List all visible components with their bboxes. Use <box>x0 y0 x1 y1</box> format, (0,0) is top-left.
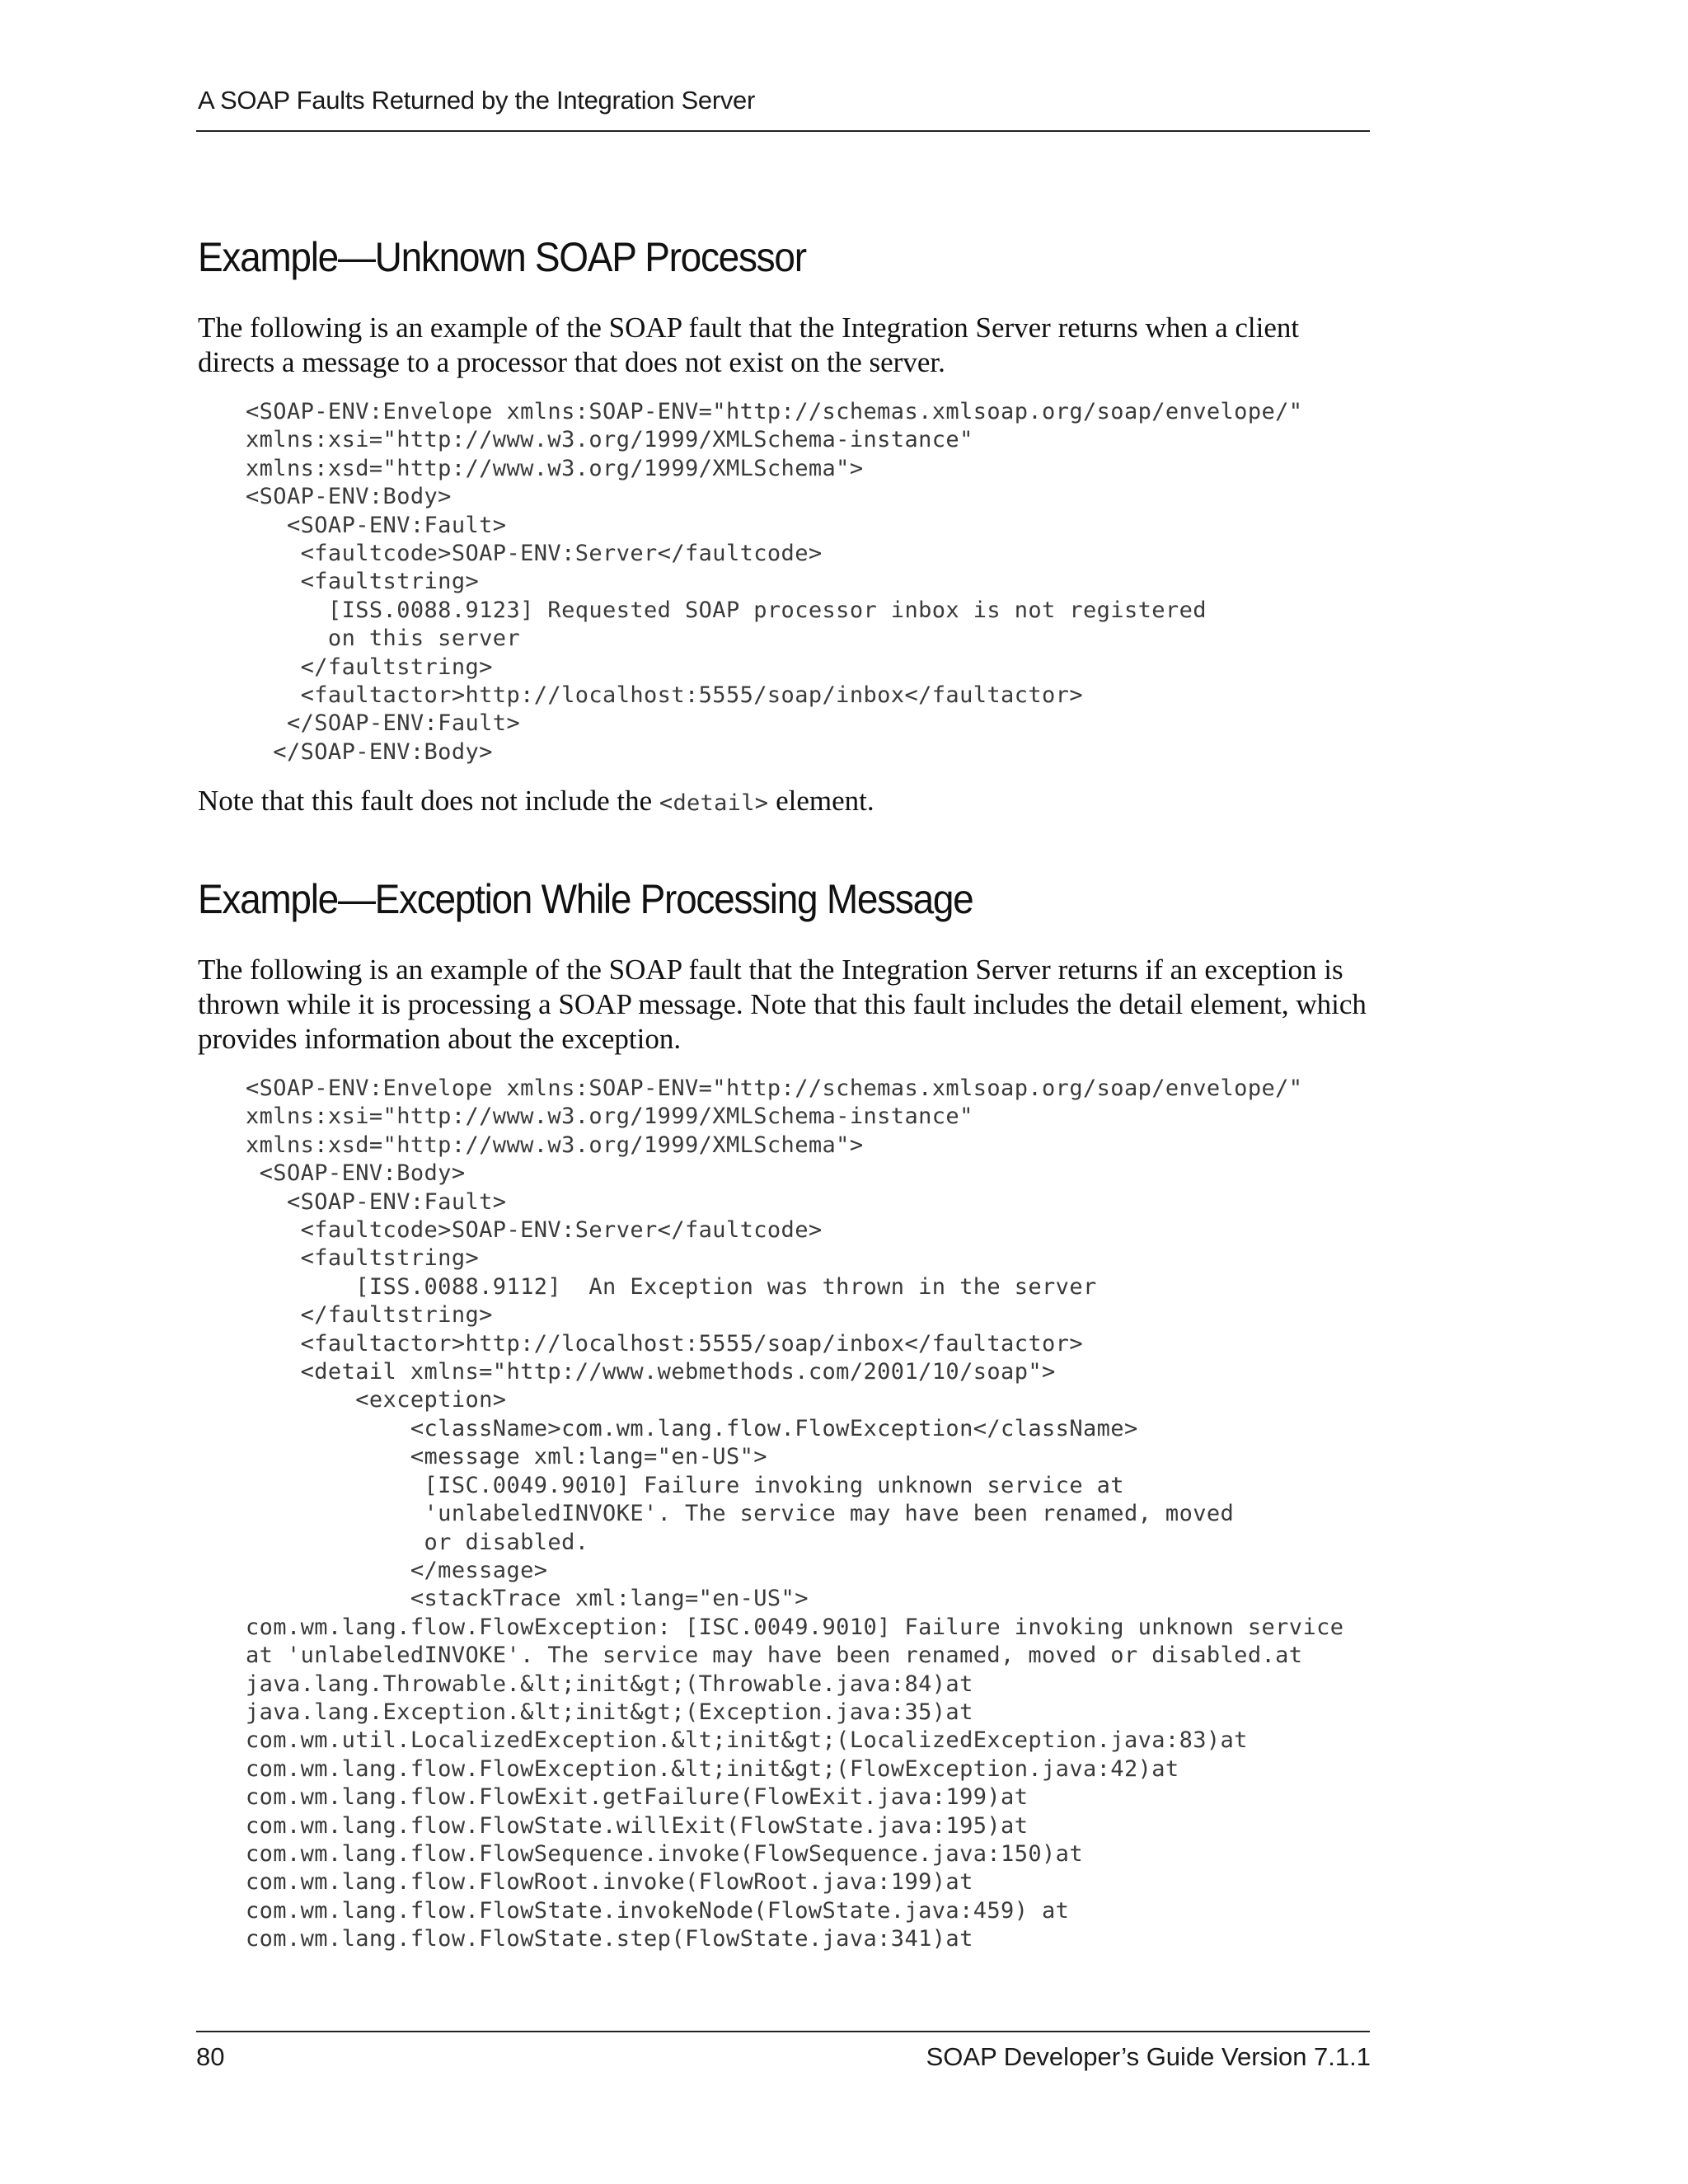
section-heading-unknown-soap-processor: Example—Unknown SOAP Processor <box>198 234 806 280</box>
running-header: A SOAP Faults Returned by the Integration Server <box>198 86 756 115</box>
note-paragraph <box>198 784 1372 821</box>
code-example-unknown-processor: <SOAP-ENV:Envelope xmlns:SOAP-ENV="http://schemas.xmlsoap.org/soap/envelope/" xmlns:xsi="http://www.w3.org/1999/XMLSchema-instance" xmlns:xsd="http://www.w3.org/1999/XMLSchema"> <SOAP-ENV:Body> <SOAP-ENV:Fault> <faultcode>SOAP-ENV:Server</faultcode> <faultstring> [ISS.0088.9123] Requested SOAP processor inbox is not registered on this server </faultstring> <faultactor>http://localhost:5555/soap/inbox</faultactor> </SOAP-ENV:Fault> </SOAP-ENV:Body> <box>246 399 1303 765</box>
note-text-after: element. <box>768 785 874 817</box>
header-rule <box>196 130 1370 132</box>
note-text-before: Note that this fault does not include the <box>198 785 659 817</box>
section-heading-exception-processing: Example—Exception While Processing Message <box>198 876 973 922</box>
page-number: 80 <box>196 2042 225 2071</box>
code-example-exception: <SOAP-ENV:Envelope xmlns:SOAP-ENV="http://schemas.xmlsoap.org/soap/envelope/" xmlns:xsi="http://www.w3.org/1999/XMLSchema-instance" xmlns:xsd="http://www.w3.org/1999/XMLSchema"> <SOAP-ENV:Body> <SOAP-ENV:Fault> <faultcode>SOAP-ENV:Server</faultcode> <faultstring> [ISS.0088.9112] An Exception was thrown in the server </faultstring> <faultactor>http://localhost:5555/soap/inbox</faultactor> <detail xmlns="http://www.webmethods.com/2001/10/soap"> <exception> <className>com.wm.lang.flow.FlowException</className> <message xml:lang="en-US"> [ISC.0049.9010] Failure invoking unknown service at 'unlabeledINVOKE'. The service may have been renamed, moved or disabled. </message> <stackTrace xml:lang="en-US"> com.wm.lang.flow.FlowException: [ISC.0049.9010] Failure invoking unknown service at 'unlabeledINVOKE'. The service may have been renamed, moved or disabled.at java.lang.Throwable.&lt;init&gt;(Throwable.java:84)at java.lang.Exception.&lt;init&gt;(Exception.java:35)at com.wm.util.LocalizedException.&lt;init&gt;(LocalizedException.java:83)at com.wm.lang.flow.FlowException.&lt;init&gt;(FlowException.java:42)at com.wm.lang.flow.FlowExit.getFailure(FlowExit.java:199)at com.wm.lang.flow.FlowState.willExit(FlowState.java:195)at com.wm.lang.flow.FlowSequence.invoke(FlowSequence.java:150)at com.wm.lang.flow.FlowRoot.invoke(FlowRoot.java:199)at com.wm.lang.flow.FlowState.invokeNode(FlowState.java:459) at com.wm.lang.flow.FlowState.step(FlowState.java:341)at <box>246 1076 1344 1952</box>
footer-rule <box>196 2031 1370 2032</box>
book-title: SOAP Developer’s Guide Version 7.1.1 <box>926 2042 1371 2071</box>
section-intro-paragraph: The following is an example of the SOAP fault that the Integration Server returns if an exception is thrown while it is processing a SOAP message. Note that this fault includes the detail element, which provides information about the exception. <box>198 954 1367 1055</box>
inline-code-detail: <detail> <box>659 790 769 816</box>
section-intro-paragraph: The following is an example of the SOAP fault that the Integration Server returns when a client directs a message to a processor that does not exist on the server. <box>198 312 1300 378</box>
